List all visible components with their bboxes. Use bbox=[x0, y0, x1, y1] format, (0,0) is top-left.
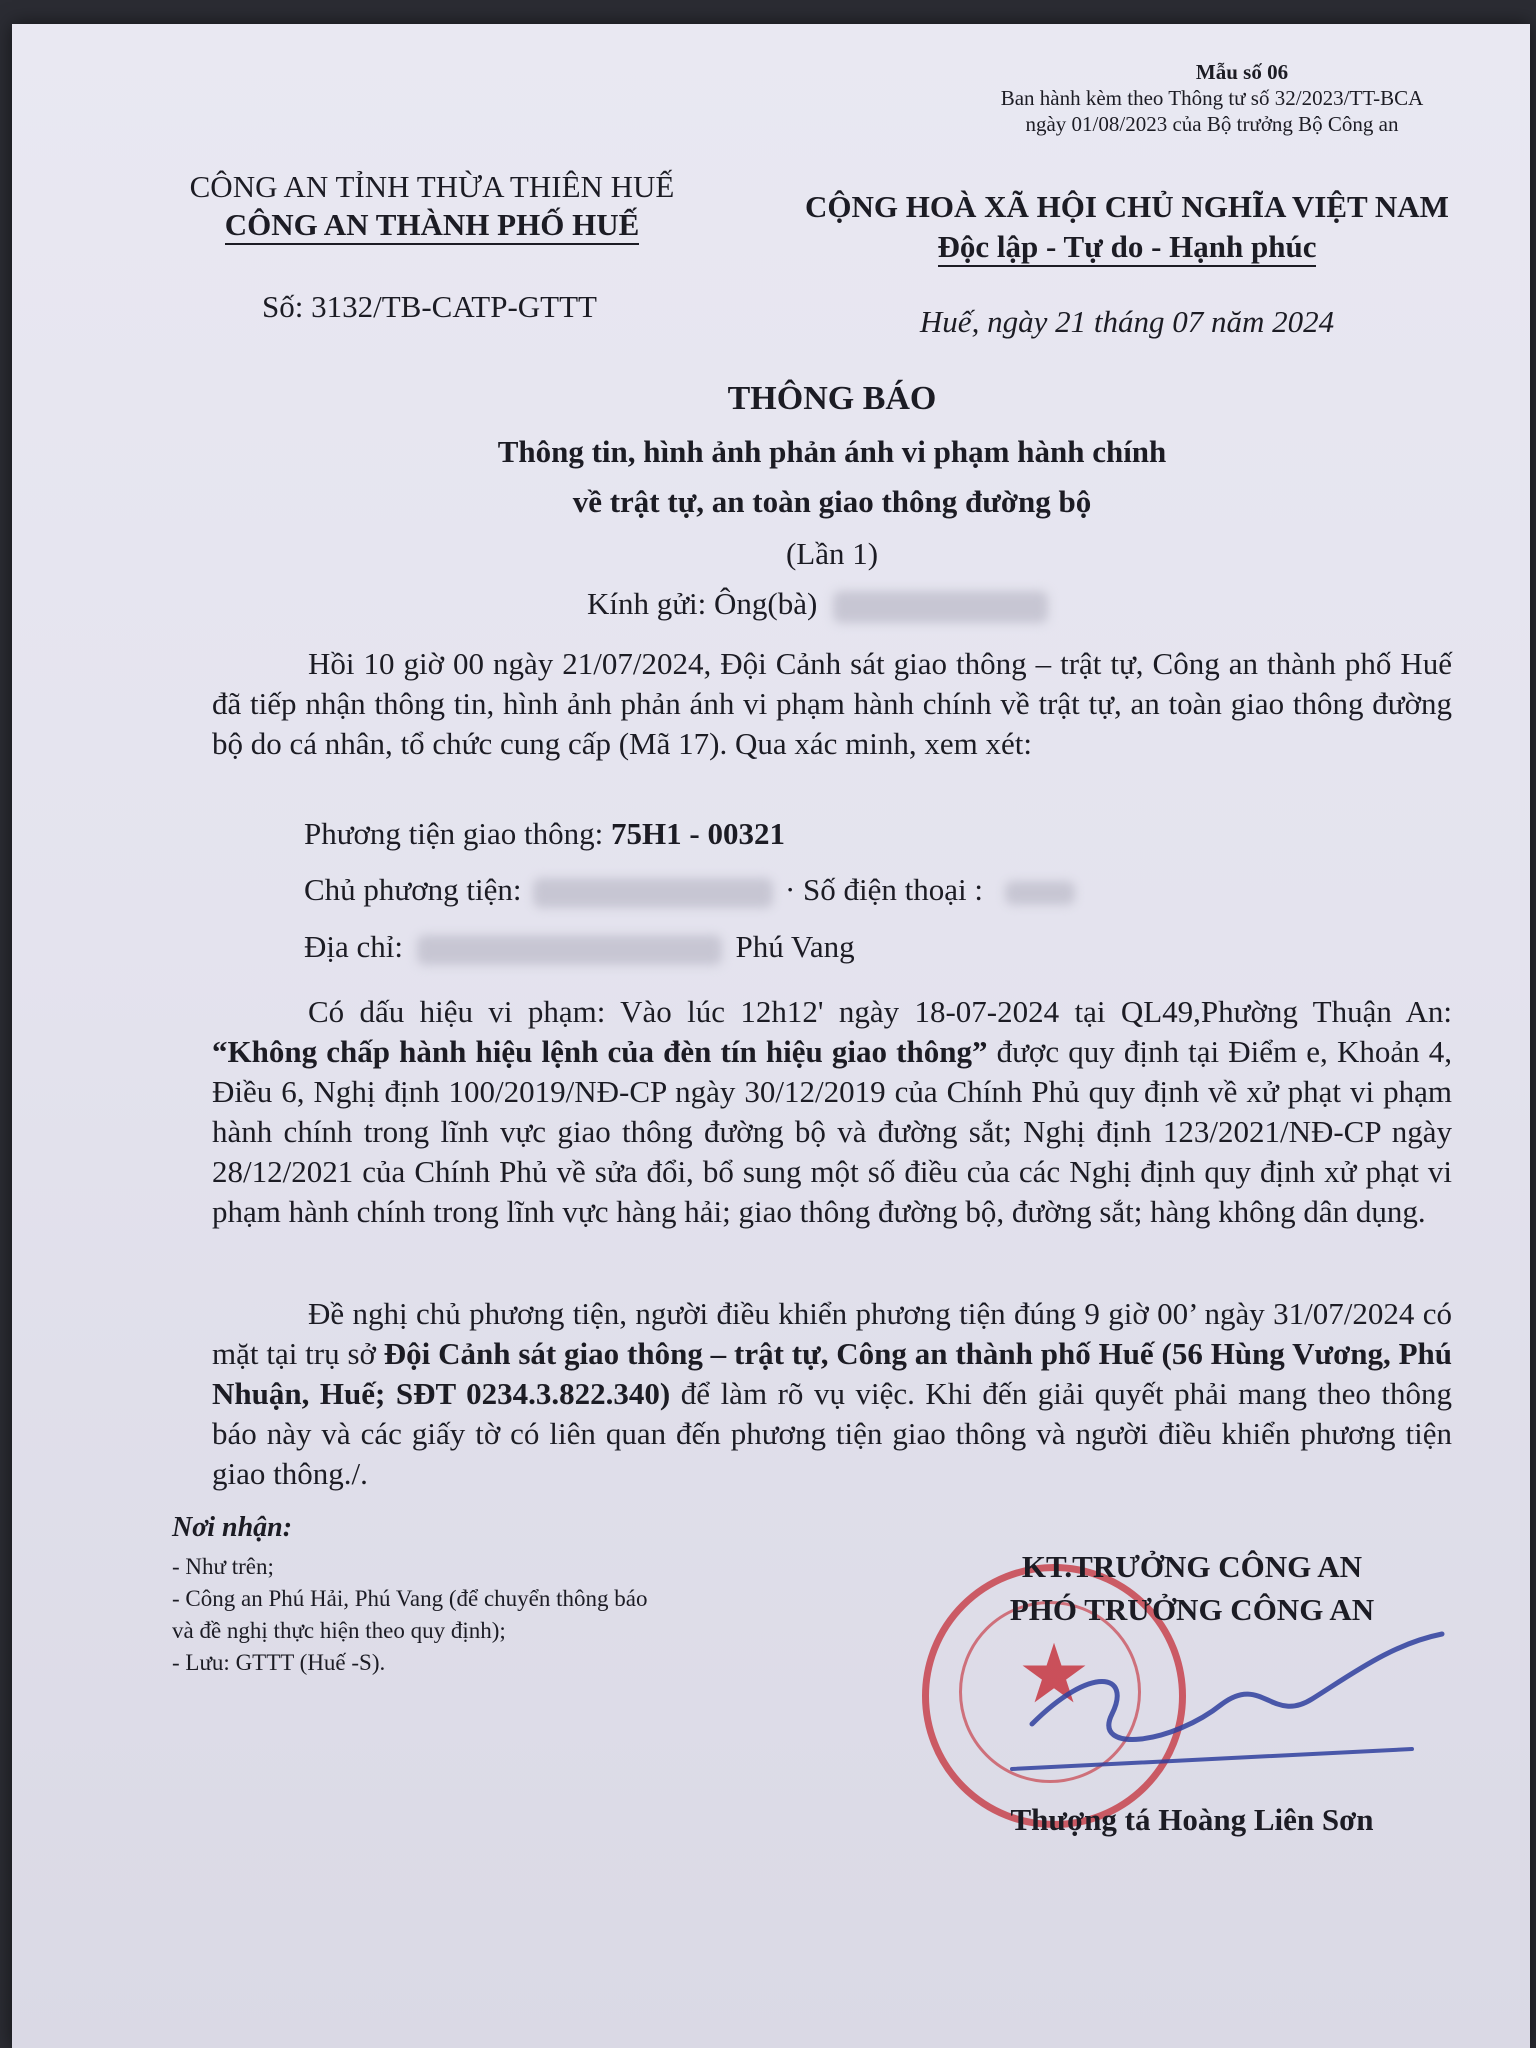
notice-subtitle-1: Thông tin, hình ảnh phản ánh vi phạm hành chính bbox=[497, 434, 1167, 469]
violation-paragraph bbox=[212, 992, 1452, 1232]
notice-title: THÔNG BÁO bbox=[727, 380, 937, 417]
greeting-label: Kính gửi: Ông(bà) bbox=[587, 586, 818, 621]
address-line bbox=[304, 929, 855, 965]
doc-number: Số: 3132/TB-CATP-GTTT bbox=[262, 289, 597, 324]
recipient-item-2a: - Công an Phú Hải, Phú Vang (để chuyển thông báo bbox=[172, 1586, 648, 1611]
recipient-item-2b: và đề nghị thực hiện theo quy định); bbox=[172, 1618, 506, 1643]
address-label: Địa chỉ: bbox=[304, 929, 403, 964]
document-page bbox=[12, 24, 1530, 2048]
owner-line bbox=[304, 872, 1075, 908]
place-date: Huế, ngày 21 tháng 07 năm 2024 bbox=[919, 304, 1335, 339]
signature-title-2: PHÓ TRƯỞNG CÔNG AN bbox=[1009, 1592, 1375, 1627]
org-name: CÔNG AN THÀNH PHỐ HUẾ bbox=[162, 207, 702, 243]
recipients-title: Nơi nhận: bbox=[172, 1512, 293, 1543]
request-rest: để làm rõ vụ việc. Khi đến giải quyết phải mang theo thông báo này và các giấy tờ có liên quan đến phương tiện giao thông và người điều khiển phương tiện giao thông./. bbox=[212, 1376, 1452, 1491]
violation-name: “Không chấp hành hiệu lệnh của đèn tín hiệu giao thông” bbox=[212, 1034, 988, 1069]
org-parent: CÔNG AN TỈNH THỪA THIÊN HUẾ bbox=[189, 169, 675, 204]
request-place: Đội Cảnh sát giao thông – trật tự, Công an thành phố Huế (56 Hùng Vương, Phú Nhuận, Huế; SĐT 0234.3.822.340) bbox=[212, 1336, 1453, 1411]
star-icon: ★ bbox=[1017, 1627, 1091, 1722]
address-tail: Phú Vang bbox=[735, 929, 855, 964]
signature-title-1: KT.TRƯỞNG CÔNG AN bbox=[1021, 1549, 1363, 1584]
signatory-name: Thượng tá Hoàng Liên Sơn bbox=[1010, 1802, 1374, 1837]
form-number: Mẫu số 06 bbox=[1195, 60, 1289, 84]
form-issued-line2: ngày 01/08/2023 của Bộ trưởng Bộ Công an bbox=[1025, 112, 1399, 136]
phone-redacted bbox=[1005, 881, 1075, 905]
notice-subtitle-2: về trật tự, an toàn giao thông đường bộ bbox=[572, 484, 1092, 519]
greeting bbox=[587, 586, 1048, 623]
vehicle-line bbox=[304, 816, 785, 852]
vehicle-plate: 75H1 - 00321 bbox=[611, 816, 785, 851]
recipient-item-3: - Lưu: GTTT (Huế -S). bbox=[172, 1650, 386, 1675]
nation-title: CỘNG HOÀ XÃ HỘI CHỦ NGHĨA VIỆT NAM bbox=[805, 189, 1449, 224]
violation-lead: Có dấu hiệu vi phạm: Vào lúc 12h12' ngày 18-07-2024 tại QL49,Phường Thuận An: bbox=[308, 994, 1452, 1029]
request-paragraph bbox=[212, 1294, 1452, 1494]
intro-paragraph: Hồi 10 giờ 00 ngày 21/07/2024, Đội Cảnh sát giao thông – trật tự, Công an thành phố Huế đã tiếp nhận thông tin, hình ảnh phản ánh vi phạm hành chính về trật tự, an toàn giao thông đường bộ do cá nhân, tổ chức cung cấp (Mã 17). Qua xác minh, xem xét: bbox=[212, 646, 1452, 761]
owner-name-redacted bbox=[533, 878, 773, 908]
phone-label: · Số điện thoại : bbox=[784, 872, 984, 907]
request-lead: Đề nghị chủ phương tiện, người điều khiển phương tiện đúng 9 giờ 00’ ngày 31/07/2024 có mặt tại trụ sở bbox=[212, 1296, 1452, 1371]
address-redacted bbox=[417, 935, 722, 965]
form-issued-line1: Ban hành kèm theo Thông tư số 32/2023/TT-BCA bbox=[1000, 86, 1424, 110]
nation-motto: Độc lập - Tự do - Hạnh phúc bbox=[772, 229, 1482, 265]
violation-rest: được quy định tại Điểm e, Khoản 4, Điều 6, Nghị định 100/2019/NĐ-CP ngày 30/12/2019 của Chính Phủ quy định về xử phạt vi phạm hành chính trong lĩnh vực giao thông đường bộ và đường sắt; Nghị định 123/2021/NĐ-CP ngày 28/12/2021 của Chính Phủ về sửa đổi, bổ sung một số điều của các Nghị định quy định xử phạt vi phạm hành chính trong lĩnh vực hàng hải; giao thông đường bộ, đường sắt; hàng không dân dụng. bbox=[212, 1034, 1452, 1229]
vehicle-label: Phương tiện giao thông: bbox=[304, 816, 604, 851]
recipient-item-1: - Như trên; bbox=[172, 1554, 274, 1579]
handwritten-signature bbox=[972, 1604, 1472, 1784]
owner-label: Chủ phương tiện: bbox=[304, 872, 522, 907]
recipient-name-redacted bbox=[833, 591, 1048, 623]
notice-round: (Lần 1) bbox=[785, 536, 879, 571]
